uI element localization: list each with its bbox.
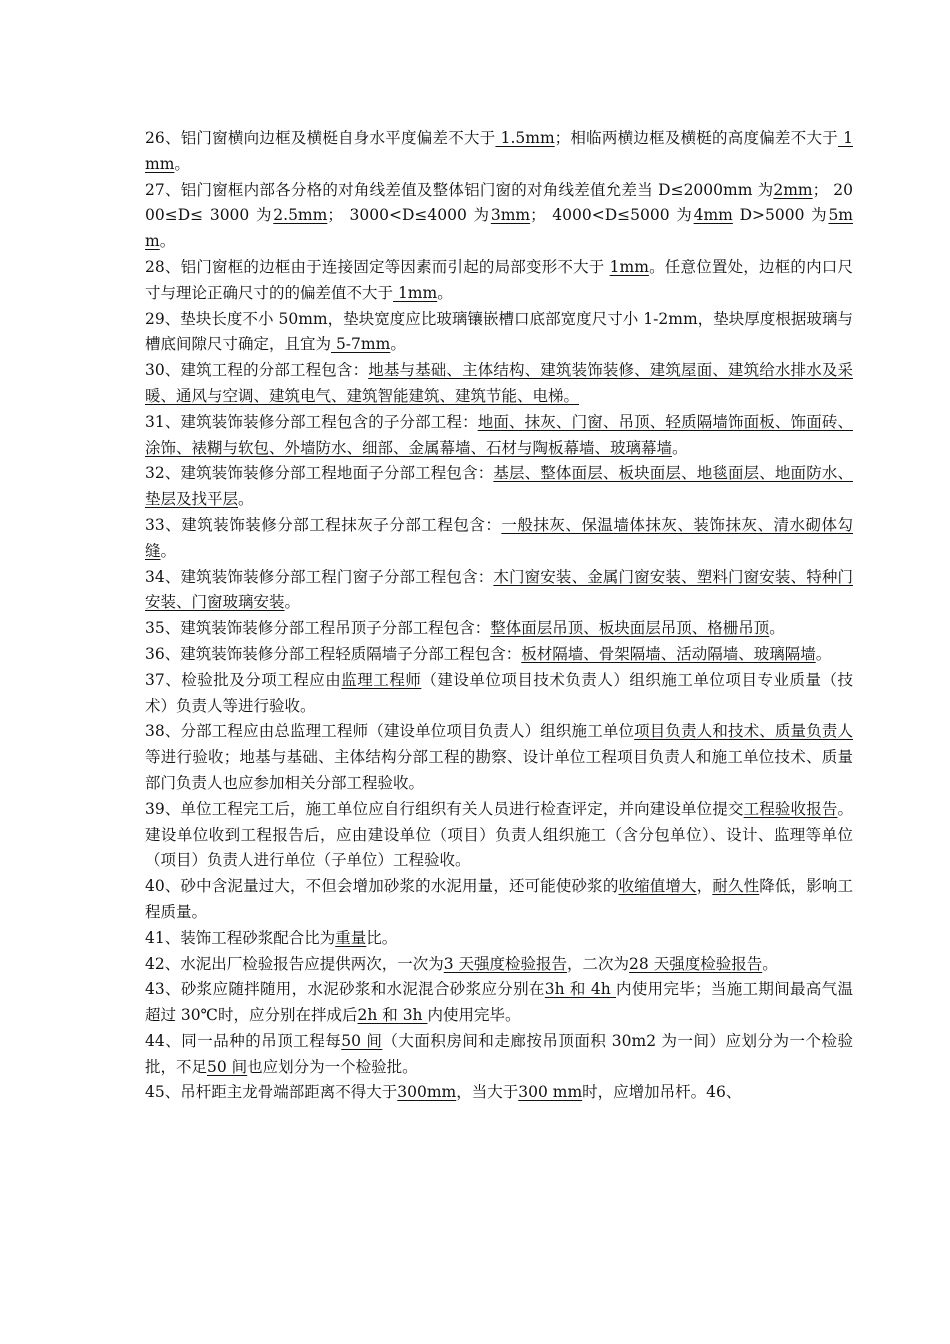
text-run: 28、铝门窗框的边框由于连接固定等因素而引起的局部变形不大于 (145, 257, 610, 276)
underlined-answer: 木门窗安装、金属门窗安装、塑料门窗安装、特种门安装、门窗玻璃安装 (145, 567, 853, 612)
underlined-answer: 300mm (397, 1083, 457, 1102)
text-run: 42、水泥出厂检验报告应提供两次，一次为 (145, 954, 444, 973)
text-run: 。 (672, 438, 688, 457)
paragraph-41 (145, 926, 853, 952)
paragraph-34 (145, 565, 853, 617)
text-run: 40、砂中含泥量过大，不但会增加砂浆的水泥用量，还可能使砂浆的 (145, 877, 619, 896)
underlined-answer: 50 间 (341, 1031, 383, 1050)
text-run: 比。 (366, 928, 398, 947)
text-run: 44、同一品种的吊顶工程每 (145, 1031, 342, 1050)
underlined-answer: 重量 (335, 928, 367, 947)
paragraph-27 (145, 178, 853, 255)
underlined-answer: 耐久性 (712, 877, 760, 896)
underlined-answer: 工程验收报告 (743, 799, 838, 818)
text-run: 39、单位工程完工后，施工单位应自行组织有关人员进行检查评定，并向建设单位提交 (145, 799, 744, 818)
text-run: 35、建筑装饰装修分部工程吊顶子分部工程包含： (145, 619, 491, 638)
text-run: 。 (815, 644, 832, 663)
text-run: 31、建筑装饰装修分部工程包含的子分部工程： (145, 412, 478, 431)
underlined-answer: 板材隔墙、骨架隔墙、活动隔墙、玻璃隔墙 (521, 644, 816, 663)
underlined-answer: 监理工程师 (341, 670, 422, 689)
underlined-answer: 地基与基础、主体结构、建筑装饰装修、建筑屋面、建筑给水排水及采暖、通风与空调、建筑电气、建筑智能建筑、建筑节能、电梯。 (145, 361, 853, 405)
text-run: 降低，影响工程质量。 (145, 877, 853, 921)
paragraph-35 (145, 616, 853, 642)
text-run: （大面积房间和走廊按吊顶面积 30m2 为一间）应划分为一个检验批，不足 (145, 1031, 853, 1076)
text-run: 。 (284, 593, 301, 612)
underlined-answer: 5mm (145, 206, 853, 251)
text-run: 。 (769, 619, 785, 638)
text-run: 内使用完毕。 (427, 1006, 521, 1025)
text-run: 43、砂浆应随拌随用，水泥砂浆和水泥混合砂浆应分别在 (145, 980, 545, 999)
text-run: 。 (437, 283, 453, 302)
paragraph-30 (145, 358, 853, 410)
text-run: ； 4000<D≤5000 为 (530, 206, 694, 225)
underlined-answer: 1.5mm (495, 129, 555, 147)
paragraph-28 (145, 255, 853, 307)
underlined-answer: 地面、抹灰、门窗、吊顶、轻质隔墙饰面板、饰面砖、涂饰、裱糊与软包、外墙防水、细部、金属幕墙、石材与陶板幕墙、玻璃幕墙 (145, 412, 853, 457)
paragraph-32 (145, 461, 853, 513)
text-run: 。 (159, 232, 176, 251)
paragraph-31 (145, 410, 853, 462)
text-run: 。任意位置处，边框的内口尺寸与理论正确尺寸的的偏差值不大于 (145, 257, 853, 302)
text-run: 。建设单位收到工程报告后，应由建设单位（项目）负责人组织施工（含分包单位）、设计、监理等单位（项目）负责人进行单位（子单位）工程验收。 (145, 799, 853, 870)
paragraph-36 (145, 642, 853, 668)
text-run: ， (696, 877, 713, 896)
paragraph-29 (145, 307, 853, 359)
paragraph-44 (145, 1029, 853, 1081)
text-run: 41、装饰工程砂浆配合比为 (145, 928, 336, 947)
text-run: 等进行验收；地基与基础、主体结构分部工程的勘察、设计单位工程项目负责人和施工单位技术、质量部门负责人也应参加相关分部工程验收。 (145, 748, 853, 792)
text-run: 也应划分为一个检验批。 (247, 1057, 418, 1076)
paragraph-42 (145, 952, 853, 978)
underlined-answer: 基层、整体面层、板块面层、地毯面层、地面防水、垫层及找平层 (145, 464, 853, 509)
underlined-answer: 整体面层吊顶、板块面层吊顶、格栅吊顶 (490, 619, 770, 638)
underlined-answer: 5-7mm (331, 335, 391, 354)
paragraph-43 (145, 977, 853, 1029)
text-run: 37、检验批及分项工程应由 (145, 670, 342, 689)
text-run: ； 3000<D≤4000 为 (327, 206, 491, 225)
text-run: 。 (160, 541, 177, 560)
text-run: 。 (390, 335, 406, 354)
paragraph-33 (145, 513, 853, 565)
paragraph-39 (145, 797, 853, 874)
text-run: 34、建筑装饰装修分部工程门窗子分部工程包含： (145, 567, 494, 586)
text-run: ，二次为 (567, 954, 630, 973)
text-run: 29、垫块长度不小 50mm，垫块宽度应比玻璃镶嵌槽口底部宽度尺寸小 1-2mm，垫块厚度根据玻璃与槽底间隙尺寸确定，且宜为 (145, 309, 853, 354)
underlined-answer: 4mm (693, 206, 733, 225)
text-run: D>5000 为 (732, 206, 829, 225)
paragraph-38 (145, 719, 853, 796)
underlined-answer: 300 mm (518, 1083, 583, 1102)
underlined-answer: 收缩值增大 (618, 877, 697, 896)
text-run: 30、建筑工程的分部工程包含： (145, 361, 369, 380)
text-run: ，当大于 (456, 1083, 519, 1102)
text-run: 。 (174, 154, 190, 173)
text-run: 32、建筑装饰装修分部工程地面子分部工程包含： (145, 464, 494, 483)
underlined-answer: 1mm (609, 257, 649, 276)
paragraph-26 (145, 126, 853, 178)
underlined-answer: 3h 和 4h (544, 980, 616, 999)
underlined-answer: 项目负责人和技术、质量负责人 (634, 722, 853, 741)
text-run: 27、铝门窗框内部各分格的对角线差值及整体铝门窗的对角线差值允差当 D≤2000mm 为 (145, 180, 774, 199)
text-run: 36、建筑装饰装修分部工程轻质隔墙子分部工程包含： (145, 644, 522, 663)
text-run: 内使用完毕；当施工期间最高气温超过 30℃时，应分别在拌成后 (145, 980, 853, 1025)
underlined-answer: 3mm (490, 206, 531, 225)
text-run: 45、吊杆距主龙骨端部距离不得大于 (145, 1083, 398, 1102)
document-body (145, 126, 853, 1106)
text-run: 。 (238, 490, 254, 509)
text-run: 。 (762, 954, 778, 973)
underlined-answer: 50 间 (207, 1057, 248, 1076)
text-run: （建设单位项目技术负责人）组织施工单位项目专业质量（技术）负责人等进行验收。 (145, 670, 853, 715)
text-run: 38、分部工程应由总监理工程师（建设单位项目负责人）组织施工单位 (145, 722, 635, 741)
text-run: 26、铝门窗横向边框及横梃自身水平度偏差不大于 (145, 129, 496, 147)
underlined-answer: 一般抹灰、保温墙体抹灰、装饰抹灰、清水砌体勾缝 (145, 515, 853, 560)
underlined-answer: 1mm (145, 129, 853, 173)
text-run: ；相临两横边框及横梃的高度偏差不大于 (554, 129, 838, 147)
paragraph-45 (145, 1080, 853, 1106)
underlined-answer: 2mm (773, 180, 813, 199)
text-run: 33、建筑装饰装修分部工程抹灰子分部工程包含： (145, 515, 502, 534)
paragraph-37 (145, 668, 853, 720)
underlined-answer: 2.5mm (273, 206, 328, 225)
underlined-answer: 2h 和 3h (357, 1006, 428, 1025)
text-run: 时，应增加吊杆。46、 (582, 1083, 742, 1102)
paragraph-40 (145, 874, 853, 926)
text-run: ； 2000≤D≤ 3000 为 (145, 180, 853, 225)
underlined-answer: 28 天强度检验报告 (629, 954, 763, 973)
underlined-answer: 3 天强度检验报告 (443, 954, 568, 973)
underlined-answer: 1mm (393, 283, 438, 302)
